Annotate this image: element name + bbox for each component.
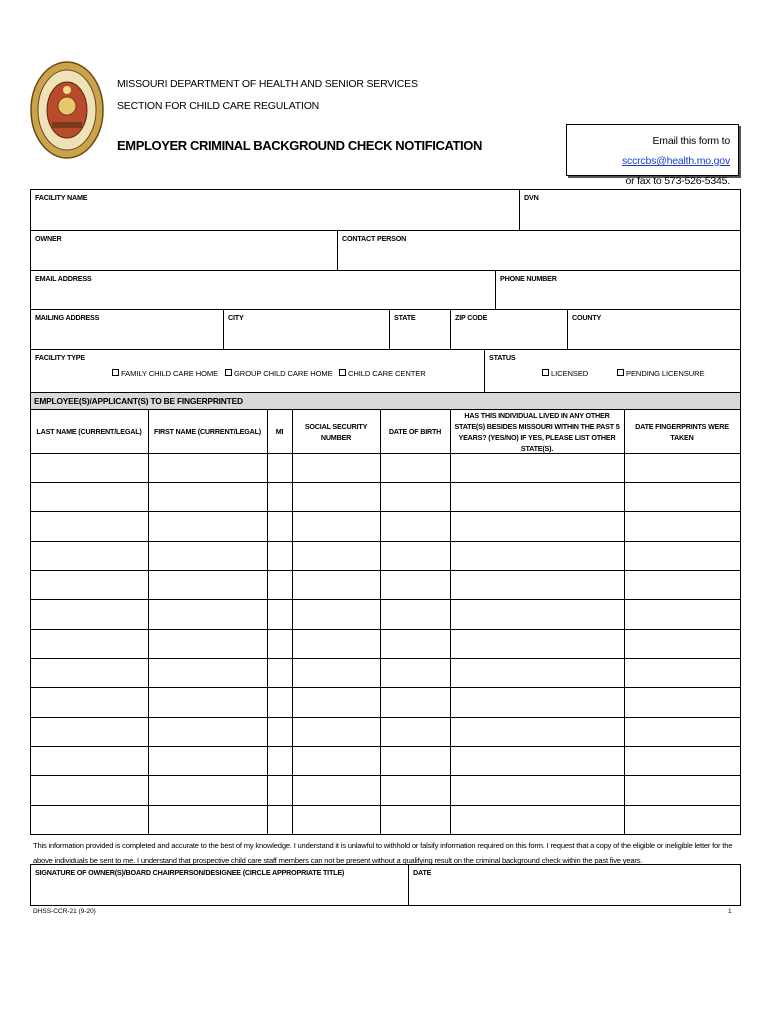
contact-person-field[interactable] xyxy=(337,230,741,271)
dvn-field[interactable] xyxy=(519,189,741,231)
col-header-first-name: FIRST NAME (CURRENT/LEGAL) xyxy=(154,427,261,436)
facility-name-label: FACILITY NAME xyxy=(35,193,88,202)
option-label: PENDING LICENSURE xyxy=(626,369,705,378)
email-link[interactable]: sccrcbs@health.mo.gov xyxy=(621,155,730,167)
zip-code-field[interactable] xyxy=(450,309,568,350)
status-label: STATUS xyxy=(489,353,516,362)
status-option-licensed[interactable] xyxy=(542,369,588,378)
status-option-pending[interactable] xyxy=(617,369,704,378)
owner-field[interactable] xyxy=(30,230,338,271)
county-label: COUNTY xyxy=(572,313,602,322)
form-title: EMPLOYER CRIMINAL BACKGROUND CHECK NOTIFICATION xyxy=(117,138,482,153)
col-header-other-states: HAS THIS INDIVIDUAL LIVED IN ANY OTHER STATE(S) BESIDES MISSOURI WITHIN THE PAST 5 YEARS? (YES/NO) IF YES, PLEASE LIST OTHER STATE(S). xyxy=(454,410,620,453)
owner-label: OWNER xyxy=(35,234,62,243)
facility-name-field[interactable] xyxy=(30,189,520,231)
email-address-field[interactable] xyxy=(30,270,496,310)
submission-info-box xyxy=(566,124,739,187)
section-name: SECTION FOR CHILD CARE REGULATION xyxy=(117,100,320,112)
col-header-dob: DATE OF BIRTH xyxy=(388,427,442,436)
zip-code-label: ZIP CODE xyxy=(455,313,488,322)
department-name: MISSOURI DEPARTMENT OF HEALTH AND SENIOR SERVICES xyxy=(117,78,418,90)
col-header-ssn: SOCIAL SECURITY NUMBER xyxy=(304,421,368,442)
phone-number-field[interactable] xyxy=(495,270,741,310)
checkbox-icon[interactable] xyxy=(617,369,624,376)
missouri-state-seal xyxy=(30,60,104,160)
signature-date-field[interactable] xyxy=(408,864,741,906)
form-id: DHSS-CCR-21 (9-20) xyxy=(33,908,96,915)
col-header-fingerprint-date: DATE FINGERPRINTS WERE TAKEN xyxy=(635,421,729,442)
facility-type-option-group[interactable] xyxy=(225,369,333,378)
page-number: 1 xyxy=(728,908,732,915)
facility-type-label: FACILITY TYPE xyxy=(35,353,85,362)
mailing-address-field[interactable] xyxy=(30,309,224,350)
county-field[interactable] xyxy=(567,309,741,350)
city-field[interactable] xyxy=(223,309,390,350)
option-label: LICENSED xyxy=(551,369,589,378)
state-label: STATE xyxy=(394,313,416,322)
signature-date-label: DATE xyxy=(413,868,432,877)
phone-number-label: PHONE NUMBER xyxy=(500,274,557,283)
checkbox-icon[interactable] xyxy=(542,369,549,376)
option-label: CHILD CARE CENTER xyxy=(348,369,426,378)
option-label: FAMILY CHILD CARE HOME xyxy=(121,369,219,378)
contact-person-label: CONTACT PERSON xyxy=(342,234,407,243)
email-address-label: EMAIL ADDRESS xyxy=(35,274,92,283)
checkbox-icon[interactable] xyxy=(225,369,232,376)
col-header-mi: MI xyxy=(275,427,284,436)
facility-type-option-family[interactable] xyxy=(112,369,218,378)
facility-type-option-center[interactable] xyxy=(339,369,426,378)
col-header-last-name: LAST NAME (CURRENT/LEGAL) xyxy=(36,427,142,436)
signature-label: SIGNATURE OF OWNER(S)/BOARD CHAIRPERSON/DESIGNEE (CIRCLE APPROPRIATE TITLE) xyxy=(35,868,345,877)
state-field[interactable] xyxy=(389,309,451,350)
city-label: CITY xyxy=(228,313,244,322)
signature-field[interactable] xyxy=(30,864,409,906)
employees-section-header: EMPLOYEE(S)/APPLICANT(S) TO BE FINGERPRINTED xyxy=(30,392,741,410)
checkbox-icon[interactable] xyxy=(112,369,119,376)
fax-info: or fax to 573-526-5345. xyxy=(625,175,730,187)
dvn-label: DVN xyxy=(524,193,539,202)
option-label: GROUP CHILD CARE HOME xyxy=(234,369,333,378)
checkbox-icon[interactable] xyxy=(339,369,346,376)
email-prefix: Email this form to xyxy=(652,135,730,147)
mailing-address-label: MAILING ADDRESS xyxy=(35,313,100,322)
certification-statement: This information provided is completed and accurate to the best of my knowledge. I understand it is unlawful to withhold or falsify information required on this form. I request that a copy of the eligible or ineligible letter for the above individuals be sent to me. I understand that prospective child care staff members can not be present without a qualifying result on the criminal background check within the past five years. xyxy=(33,841,733,865)
